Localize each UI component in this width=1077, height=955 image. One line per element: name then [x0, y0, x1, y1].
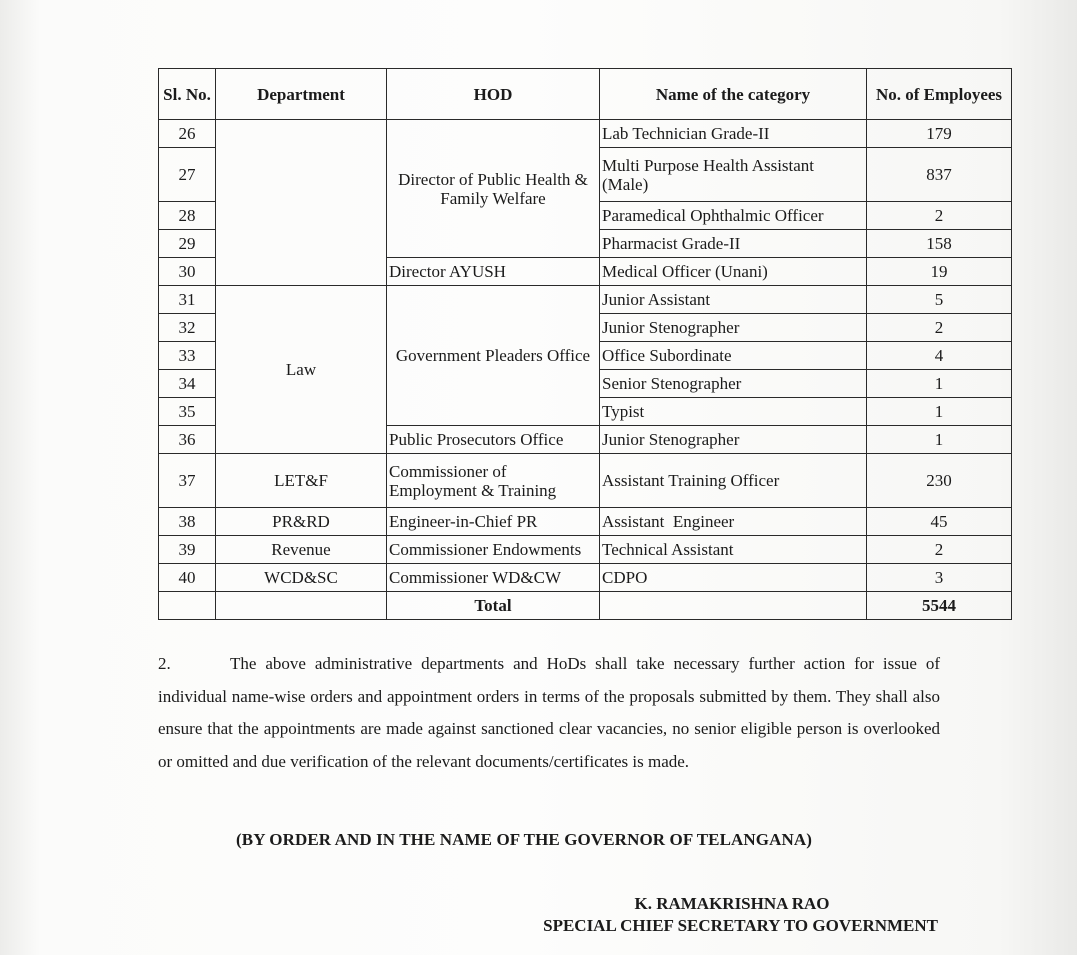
paragraph-2	[158, 648, 940, 778]
sl-no-cell: 31	[159, 286, 216, 314]
header-hod: HOD	[387, 69, 600, 120]
empty-cell	[216, 592, 387, 620]
employees-table	[158, 68, 1012, 620]
sl-no-cell: 33	[159, 342, 216, 370]
category-cell: Paramedical Ophthalmic Officer	[600, 202, 867, 230]
sl-no-cell: 37	[159, 454, 216, 508]
header-sl-no: Sl. No.	[159, 69, 216, 120]
sl-no-cell: 30	[159, 258, 216, 286]
category-cell: Typist	[600, 398, 867, 426]
paragraph-number: 2.	[158, 654, 171, 673]
table-row	[159, 536, 1012, 564]
signature-block	[496, 893, 938, 937]
hod-cell: Commissioner WD&CW	[387, 564, 600, 592]
hod-cell: Engineer-in-Chief PR	[387, 508, 600, 536]
category-cell: Lab Technician Grade-II	[600, 120, 867, 148]
department-cell: Law	[216, 286, 387, 454]
hod-cell: Director of Public Health & Family Welfare	[387, 120, 600, 258]
paragraph-text: The above administrative departments and HoDs shall take necessary further action for issue of individual name-wise orders and appointment orders in terms of the proposals submitted by them. They shall also ensure that the appointments are made against sanctioned clear vacancies, no senior eligible person is overlooked or omitted and due verification of the relevant documents/certificates is made.	[158, 654, 940, 771]
department-cell: LET&F	[216, 454, 387, 508]
department-cell: Revenue	[216, 536, 387, 564]
sl-no-cell: 29	[159, 230, 216, 258]
department-cell: WCD&SC	[216, 564, 387, 592]
sl-no-cell: 36	[159, 426, 216, 454]
employees-cell: 2	[867, 202, 1012, 230]
category-cell: Junior Assistant	[600, 286, 867, 314]
employees-cell: 1	[867, 370, 1012, 398]
employees-cell: 837	[867, 148, 1012, 202]
category-cell: Pharmacist Grade-II	[600, 230, 867, 258]
total-row	[159, 592, 1012, 620]
sl-no-cell: 28	[159, 202, 216, 230]
table-header-row	[159, 69, 1012, 120]
sl-no-cell: 40	[159, 564, 216, 592]
department-cell	[216, 120, 387, 286]
empty-cell	[159, 592, 216, 620]
category-cell: Junior Stenographer	[600, 426, 867, 454]
total-value: 5544	[867, 592, 1012, 620]
table-row	[159, 454, 1012, 508]
table-row	[159, 508, 1012, 536]
hod-cell: Commissioner of Employment & Training	[387, 454, 600, 508]
sl-no-cell: 35	[159, 398, 216, 426]
empty-cell	[600, 592, 867, 620]
category-cell: Assistant Training Officer	[600, 454, 867, 508]
header-category: Name of the category	[600, 69, 867, 120]
header-department: Department	[216, 69, 387, 120]
employees-cell: 19	[867, 258, 1012, 286]
department-cell: PR&RD	[216, 508, 387, 536]
sl-no-cell: 27	[159, 148, 216, 202]
category-cell: Assistant Engineer	[600, 508, 867, 536]
employees-cell: 5	[867, 286, 1012, 314]
employees-cell: 1	[867, 398, 1012, 426]
employees-cell: 179	[867, 120, 1012, 148]
signatory-designation: SPECIAL CHIEF SECRETARY TO GOVERNMENT	[543, 916, 938, 935]
table-row	[159, 286, 1012, 314]
sl-no-cell: 38	[159, 508, 216, 536]
category-cell: Medical Officer (Unani)	[600, 258, 867, 286]
sl-no-cell: 39	[159, 536, 216, 564]
sl-no-cell: 34	[159, 370, 216, 398]
hod-cell: Director AYUSH	[387, 258, 600, 286]
employees-cell: 1	[867, 426, 1012, 454]
signatory-name: K. RAMAKRISHNA RAO	[634, 894, 830, 913]
employees-cell: 3	[867, 564, 1012, 592]
hod-cell: Public Prosecutors Office	[387, 426, 600, 454]
employees-cell: 4	[867, 342, 1012, 370]
order-line: (BY ORDER AND IN THE NAME OF THE GOVERNOR OF TELANGANA)	[236, 830, 812, 849]
hod-cell: Government Pleaders Office	[387, 286, 600, 426]
category-cell: CDPO	[600, 564, 867, 592]
employees-cell: 45	[867, 508, 1012, 536]
category-cell: Technical Assistant	[600, 536, 867, 564]
employees-cell: 2	[867, 536, 1012, 564]
employees-cell: 230	[867, 454, 1012, 508]
table-row	[159, 564, 1012, 592]
category-cell: Senior Stenographer	[600, 370, 867, 398]
total-label: Total	[387, 592, 600, 620]
employees-cell: 158	[867, 230, 1012, 258]
header-employees: No. of Employees	[867, 69, 1012, 120]
category-cell: Office Subordinate	[600, 342, 867, 370]
employees-cell: 2	[867, 314, 1012, 342]
table-row	[159, 120, 1012, 148]
hod-cell: Commissioner Endowments	[387, 536, 600, 564]
sl-no-cell: 32	[159, 314, 216, 342]
sl-no-cell: 26	[159, 120, 216, 148]
category-cell: Junior Stenographer	[600, 314, 867, 342]
category-cell: Multi Purpose Health Assistant (Male)	[600, 148, 867, 202]
